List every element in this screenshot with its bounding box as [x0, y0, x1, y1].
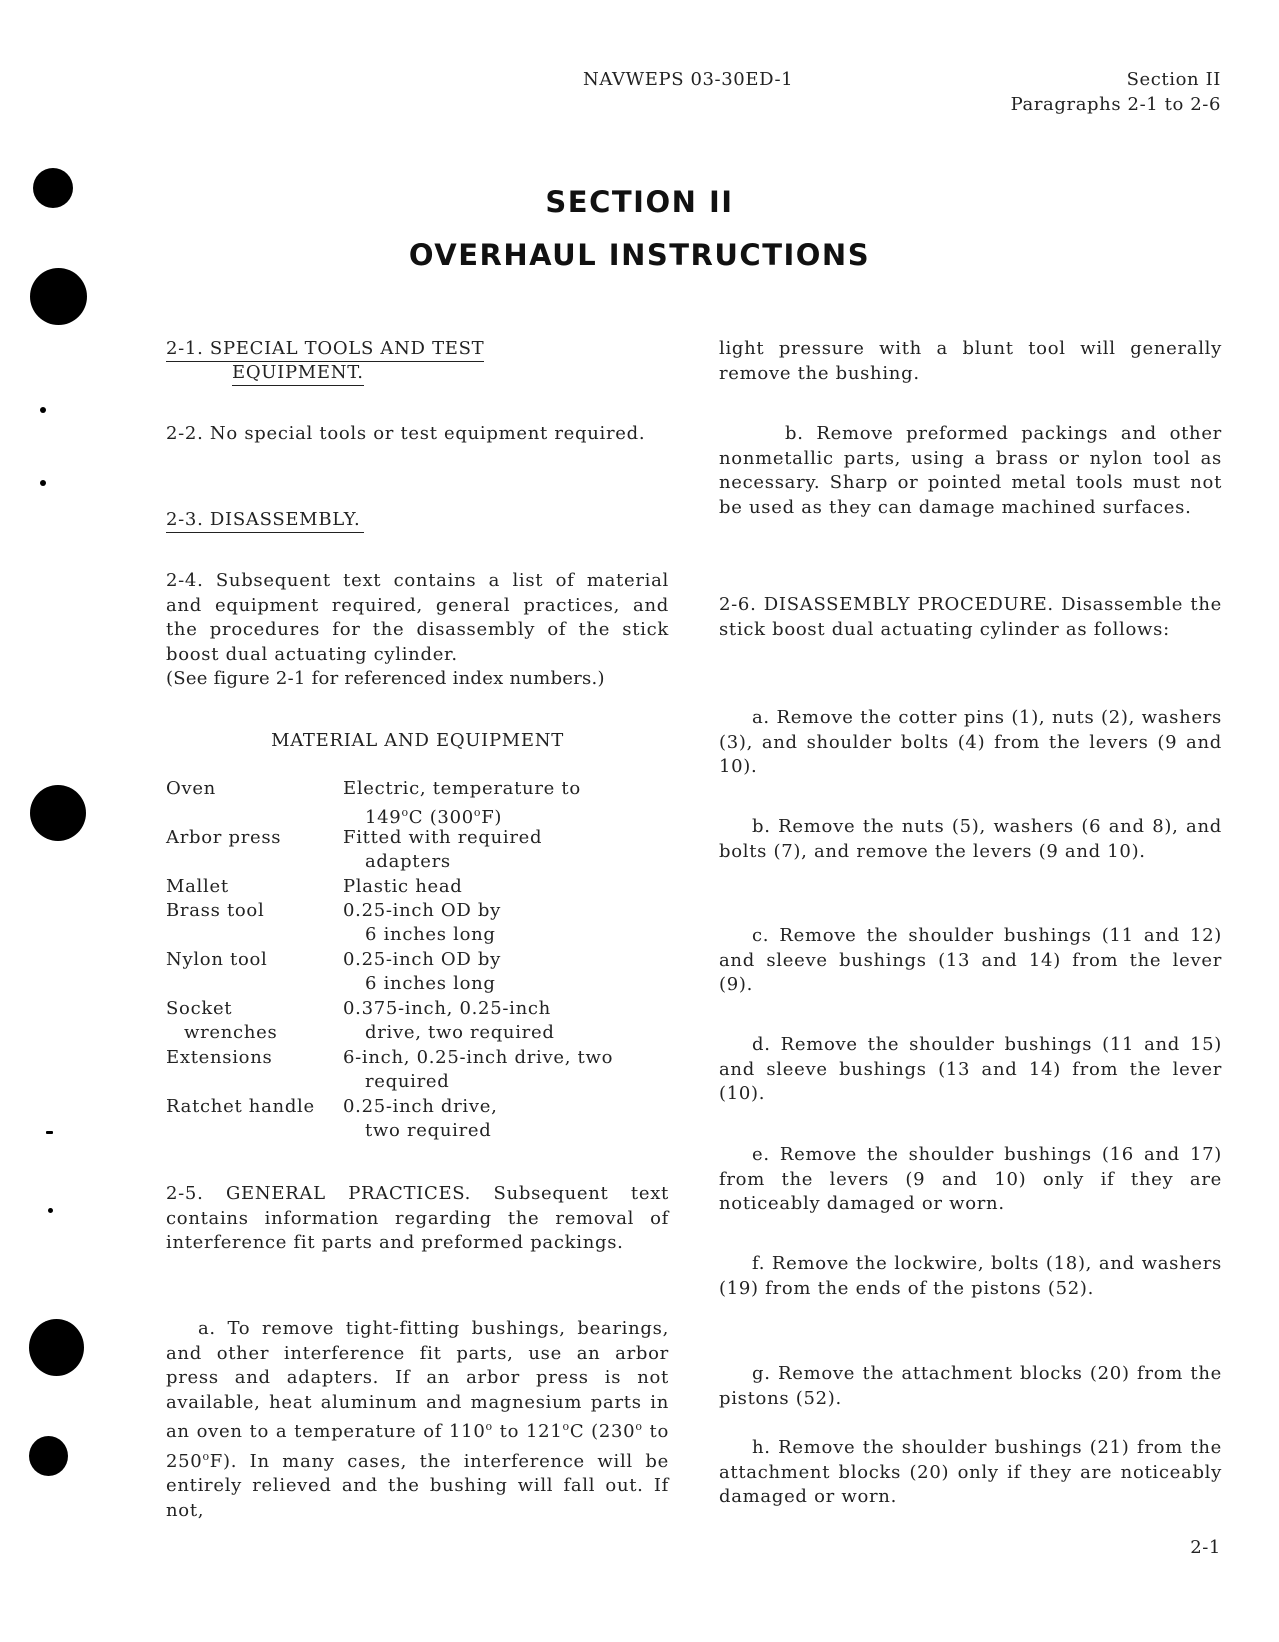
step-b: b. Remove the nuts (5), washers (6 and 8), and bolts (7), and remove the levers (9 and 10).: [719, 816, 1222, 862]
binder-hole: [29, 1436, 68, 1476]
material-heading: MATERIAL AND EQUIPMENT: [271, 730, 564, 751]
material-desc: Electric, temperature to: [343, 778, 581, 799]
step-a: a. Remove the cotter pins (1), nuts (2), washers (3), and shoulder bolts (4) from the levers (9 and 10).: [719, 707, 1222, 777]
binder-mark: [46, 1131, 53, 1134]
paragraph-2-6: 2-6. DISASSEMBLY PROCEDURE. Disassemble the stick boost dual actuating cylinder as follows:: [719, 594, 1222, 640]
material-desc-cont: two required: [365, 1120, 492, 1141]
right-column: [719, 0, 1222, 1642]
binder-mark: [40, 480, 46, 486]
step-f: f. Remove the lockwire, bolts (18), and washers (19) from the ends of the pistons (52).: [719, 1253, 1222, 1299]
paragraph-2-2: 2-2. No special tools or test equipment required.: [166, 423, 646, 444]
material-desc-cont: 6 inches long: [365, 973, 496, 994]
material-desc: Plastic head: [343, 876, 463, 897]
paragraph-2-5-b: b. Remove preformed packings and other nonmetallic parts, using a brass or nylon tool as necessary. Sharp or pointed metal tools must not be used as they can damage machined surfaces.: [719, 423, 1222, 518]
material-list: [166, 777, 669, 1147]
heading-disassembly: 2-3. DISASSEMBLY.: [166, 509, 364, 533]
material-item: Arbor press: [166, 827, 282, 848]
material-item: Socket: [166, 998, 233, 1019]
binder-mark: [48, 1208, 53, 1213]
step-c: c. Remove the shoulder bushings (11 and 12) and sleeve bushings (13 and 14) from the lever (9).: [719, 925, 1222, 995]
material-item-cont: wrenches: [184, 1022, 278, 1043]
material-item: Nylon tool: [166, 949, 268, 970]
paragraph-2-5-a-cont: light pressure with a blunt tool will generally remove the bushing.: [719, 338, 1222, 384]
paragraph-2-4: 2-4. Subsequent text contains a list of material and equipment required, general practices, and the procedures for the disassembly of the stick boost dual actuating cylinder.: [166, 570, 669, 665]
material-desc: 6-inch, 0.25-inch drive, two: [343, 1047, 614, 1068]
material-item: Extensions: [166, 1047, 273, 1068]
left-column: [166, 0, 669, 1642]
binder-mark: [40, 407, 46, 413]
paragraph-2-5: 2-5. GENERAL PRACTICES. Subsequent text contains information regarding the removal of interference fit parts and preformed packings.: [166, 1183, 669, 1253]
material-item: Ratchet handle: [166, 1096, 315, 1117]
heading-special-tools: 2-1. SPECIAL TOOLS AND TEST: [166, 338, 484, 362]
material-desc-cont: required: [365, 1071, 450, 1092]
material-desc: 0.25-inch OD by: [343, 900, 502, 921]
material-item: Brass tool: [166, 900, 265, 921]
material-desc-cont: adapters: [365, 851, 451, 872]
material-desc: 0.375-inch, 0.25-inch: [343, 998, 551, 1019]
heading-special-tools-cont: EQUIPMENT.: [232, 362, 364, 386]
step-g: g. Remove the attachment blocks (20) from the pistons (52).: [719, 1363, 1222, 1409]
binder-hole: [30, 268, 87, 325]
step-e: e. Remove the shoulder bushings (16 and 17) from the levers (9 and 10) only if they are noticeably damaged or worn.: [719, 1144, 1222, 1214]
page-number: 2-1: [1190, 1537, 1221, 1558]
material-desc-cont: 149$^o$C (300$^o$F): [365, 806, 503, 828]
step-h: h. Remove the shoulder bushings (21) from the attachment blocks (20) only if they are noticeably damaged or worn.: [719, 1437, 1222, 1507]
section-label: Section II: [1126, 69, 1221, 90]
paragraph-2-4-last-line: (See figure 2-1 for referenced index numbers.): [166, 668, 605, 689]
material-desc: 0.25-inch OD by: [343, 949, 502, 970]
paragraph-range: Paragraphs 2-1 to 2-6: [1010, 94, 1221, 115]
paragraph-2-5-a: a. To remove tight-fitting bushings, bearings, and other interference fit parts, use an arbor press and adapters. If an arbor press is not available, heat aluminum and magnesium parts in an oven to a temperature of 110$^o$ to 121$^o$C (230$^o$ to 250$^o$F). In many cases, the interference will be entirely relieved and the bushing will fall out. If not,: [166, 1318, 670, 1521]
material-item: Mallet: [166, 876, 229, 897]
section-title: SECTION II: [545, 185, 734, 219]
material-item: Oven: [166, 778, 216, 799]
document-id: NAVWEPS 03-30ED-1: [583, 69, 794, 90]
material-desc-cont: drive, two required: [365, 1022, 555, 1043]
section-subtitle: OVERHAUL INSTRUCTIONS: [408, 238, 871, 272]
material-desc: Fitted with required: [343, 827, 543, 848]
material-desc-cont: 6 inches long: [365, 924, 496, 945]
step-d: d. Remove the shoulder bushings (11 and 15) and sleeve bushings (13 and 14) from the lever (10).: [719, 1034, 1222, 1104]
binder-hole: [29, 1319, 84, 1376]
material-desc: 0.25-inch drive,: [343, 1096, 498, 1117]
binder-hole: [30, 785, 86, 841]
